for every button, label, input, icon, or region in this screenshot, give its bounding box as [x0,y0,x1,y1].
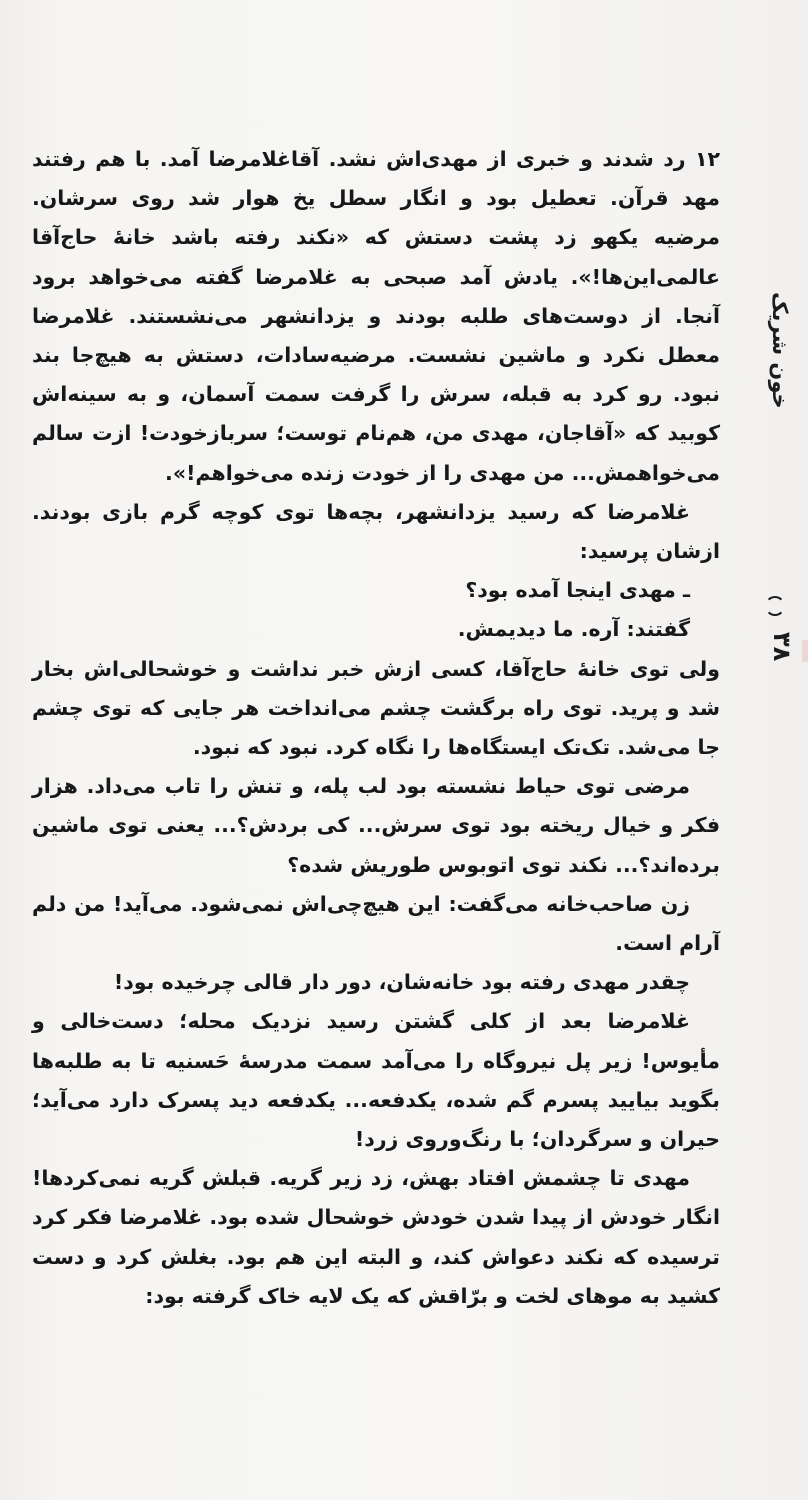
body-text [32,140,720,1316]
paragraph-6: چقدر مهدی رفته بود خانه‌شان، دور دار قالی چرخیده بود! [113,970,690,995]
paragraph-5: زن صاحب‌خانه می‌گفت: این هیچ‌چی‌اش نمی‌شود. می‌آید! من دلم آرام است. [32,891,720,956]
ornament-divider-icon [765,596,785,616]
dialog-line-answer: گفتند: آره. ما دیدیمش. [457,617,690,642]
paragraph-1: ۱۲ رد شدند و خبری از مهدی‌اش نشد. آقاغلامرضا آمد. با هم رفتند مهد قرآن. تعطیل بود و انگار سطل یخ هوار شد روی سرشان. مرضیه یکهو زد پشت دستش که «نکند رفته باشد خانهٔ حاج‌آقا عالمی‌این‌ها!». یادش آمد صبحی به غلامرضا گفته می‌خواهد برود آنجا. از دوست‌های طلبه بودند و یزدانشهر می‌نشستند. غلامرضا معطل نکرد و ماشین نشست. مرضیه‌سادات، دستش به هیچ‌جا بند نبود. رو کرد به قبله، سرش را گرفت سمت آسمان، و به سینه‌اش کوبید که «آقاجان، مهدی من، هم‌نام توست؛ سربازخودت! ازت سالم می‌خواهمش... من مهدی را از خودت زنده می‌خواهم!». [32,147,720,485]
page-edge-mark [802,640,808,662]
book-title: خون شریک [768,292,792,409]
paragraph-3: ولی توی خانهٔ حاج‌آقا، کسی ازش خبر نداشت و خوشحالی‌اش بخار شد و پرید. توی راه برگشت چشم می‌انداخت هر جایی که توی چشم جا می‌شد. تک‌تک ایستگاه‌ها را نگاه کرد. نبود که نبود. [32,656,720,760]
paragraph-4: مرضی توی حیاط نشسته بود لب پله، و تنش را تاب می‌داد. هزار فکر و خیال ریخته بود توی سرش... کی بردش؟... یعنی توی ماشین برده‌اند؟... نکند توی اتوبوس طوریش شده؟ [32,774,720,877]
paragraph-8: مهدی تا چشمش افتاد بهش، زد زیر گریه. قبلش گریه نمی‌کردها! انگار خودش از پیدا شدن خودش خوشحال شده بود. غلامرضا فکر کرد ترسیده که نکند دعواش کند، و البته این هم بود. بغلش کرد و دست کشید به موهای لخت و برّاقش که یک لایه خاک گرفته بود: [32,1166,720,1308]
dialog-line-question: ـ مهدی اینجا آمده بود؟ [465,578,690,603]
paragraph-2: غلامرضا که رسید یزدانشهر، بچه‌ها توی کوچه گرم بازی بودند. ازشان پرسید: [32,499,720,564]
page-number: ۳۸ [768,632,796,662]
running-head [748,292,800,662]
paragraph-7: غلامرضا بعد از کلی گشتن رسید نزدیک محله؛ دست‌خالی و مأیوس! زیر پل نیروگاه را می‌آمد سمت مدرسهٔ حَسنیه تا به طلبه‌ها بگوید بیایید پسرم گم شده، یکدفعه... یکدفعه دید پسرک دارد می‌آید؛ حیران و سرگردان؛ با رنگ‌وروی زرد! [32,1009,720,1152]
